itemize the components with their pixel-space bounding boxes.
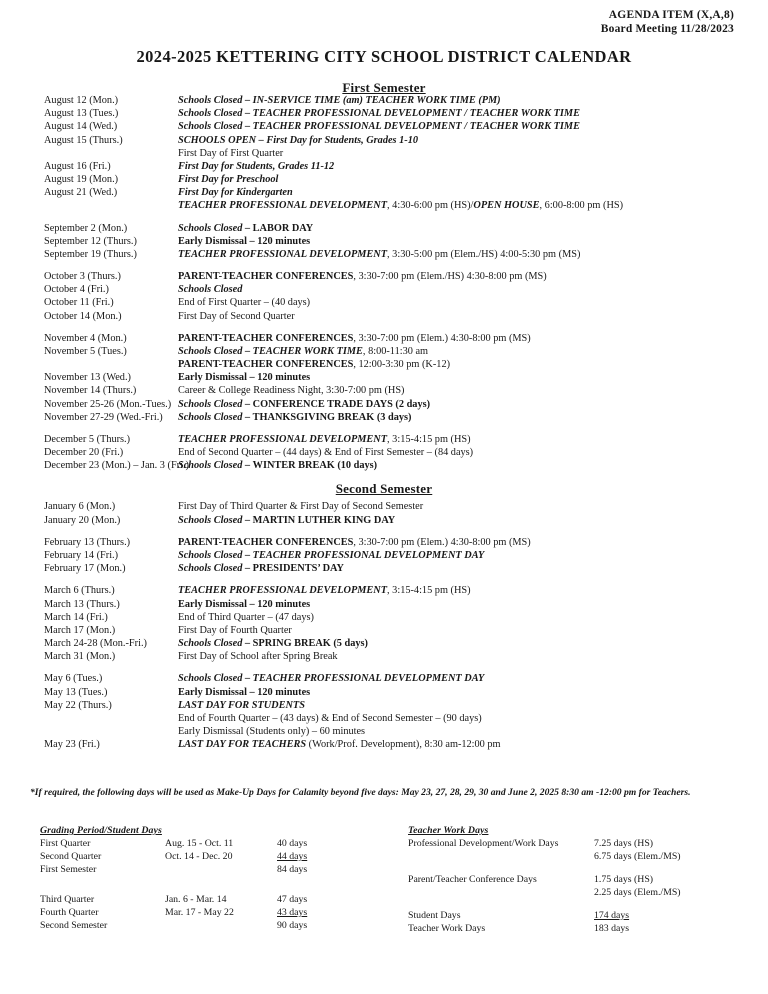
calendar-text-run: Schools Closed –: [178, 222, 253, 234]
teacher-work-days-name: Parent/Teacher Conference Days: [408, 874, 537, 886]
grading-period-range: [165, 863, 277, 876]
calendar-row-description: [178, 500, 768, 513]
calendar-month-group: [0, 536, 768, 576]
calendar-month-group: [0, 672, 768, 751]
grading-period-days: 44 days: [277, 851, 308, 863]
calendar-text-run: Schools Closed –: [178, 563, 253, 575]
calendar-row: [0, 384, 768, 397]
calendar-text-run: First Day for Preschool: [178, 174, 279, 186]
table-row: [408, 850, 768, 863]
calendar-row-date: August 14 (Wed.): [44, 121, 118, 133]
calendar-text-run: SPRING BREAK (5 days): [252, 638, 368, 650]
calendar-text-run: PARENT-TEACHER CONFERENCES: [178, 271, 354, 283]
calendar-row-date: December 20 (Fri.): [44, 447, 124, 459]
calendar-row-description: [178, 686, 768, 699]
table-row: [408, 873, 768, 886]
calendar-row-description: [178, 283, 768, 296]
calendar-row-description: [178, 699, 768, 712]
agenda-header: [601, 8, 734, 36]
summary-tables: [0, 825, 768, 935]
calendar-text-run: PARENT-TEACHER CONFERENCES: [178, 332, 354, 344]
calendar-row-description: [178, 173, 768, 186]
teacher-work-days-value: 6.75 days (Elem./MS): [594, 851, 681, 863]
calendar-row-description: [178, 94, 768, 107]
grading-period-table-heading: Grading Period/Student Days: [40, 825, 162, 836]
calendar-text-run: , 3:15-4:15 pm (HS): [387, 585, 471, 597]
calendar-text-run: Schools Closed – TEACHER PROFESSIONAL DEVELOPMENT / TEACHER WORK TIME: [178, 108, 580, 120]
calendar-text-run: LAST DAY FOR STUDENTS: [178, 699, 305, 711]
grading-period-name: Third Quarter: [40, 894, 95, 906]
agenda-item-label: AGENDA ITEM (X,A,8): [608, 9, 734, 21]
calendar-row-description: [178, 120, 768, 133]
calendar-row-date: August 19 (Mon.): [44, 174, 119, 186]
calendar-row-description: [178, 270, 768, 283]
calendar-row: [0, 160, 768, 173]
calendar-row-description: [178, 186, 768, 199]
calendar-text-run: CONFERENCE TRADE DAYS (2 days): [252, 398, 431, 410]
calendar-row-date: October 11 (Fri.): [44, 297, 114, 309]
calendar-row: [0, 345, 768, 358]
grading-period-range: [165, 919, 277, 932]
calendar-text-run: Schools Closed –: [178, 460, 253, 472]
calendar-text-run: First Day of Third Quarter & First Day of Second Semester: [178, 501, 424, 513]
calendar-row-date: November 25-26 (Mon.-Tues.): [44, 398, 172, 410]
calendar-text-run: TEACHER PROFESSIONAL DEVELOPMENT: [178, 585, 388, 597]
calendar-row-description: [178, 296, 768, 309]
calendar-row-description: [178, 235, 768, 248]
calendar-row-description: [178, 725, 768, 738]
grading-period-range: Aug. 15 - Oct. 11: [165, 838, 234, 849]
calendar-row: [0, 672, 768, 685]
calendar-row-date: October 3 (Thurs.): [44, 271, 121, 283]
calendar-text-run: , 3:30-7:00 pm (Elem.) 4:30-8:00 pm (MS): [353, 536, 531, 548]
calendar-row-description: [178, 160, 768, 173]
calamity-days-footnote: *If required, the following days will be used as Make-Up Days for Calamity beyond five days: May 23, 27, 28, 29, 30 and June 2, 2025 8:30 am -12:00 pm for Teachers.: [30, 787, 691, 798]
grading-period-range: Mar. 17 - May 22: [165, 907, 234, 919]
calendar-row-description: [178, 358, 768, 371]
table-row: [408, 837, 768, 850]
calendar-body: [0, 94, 768, 760]
calendar-row: [0, 222, 768, 235]
calendar-row-description: [178, 459, 768, 472]
teacher-work-days-value: 183 days: [594, 923, 630, 935]
calendar-text-run: Early Dismissal (Students only) – 60 minutes: [178, 726, 366, 738]
calendar-text-run: , 6:00-8:00 pm (HS): [539, 200, 624, 212]
table-spacer: [408, 863, 768, 873]
calendar-row-date: May 23 (Fri.): [44, 739, 100, 751]
calendar-row-date: September 2 (Mon.): [44, 222, 128, 234]
calendar-row-description: [178, 199, 768, 212]
calendar-row-description: [178, 650, 768, 663]
calendar-row: [0, 536, 768, 549]
calendar-text-run: End of Fourth Quarter – (43 days) & End of Second Semester – (90 days): [178, 712, 482, 724]
calendar-month-group: [0, 332, 768, 424]
calendar-row-description: [178, 332, 768, 345]
table-row: [408, 922, 768, 935]
calendar-row: [0, 624, 768, 637]
calendar-row: [0, 433, 768, 446]
calendar-text-run: , 12:00-3:30 pm (K-12): [353, 359, 451, 371]
calendar-row-date: November 13 (Wed.): [44, 372, 131, 384]
calendar-text-run: Schools Closed – TEACHER PROFESSIONAL DEVELOPMENT DAY: [178, 549, 485, 561]
calendar-row-date: November 4 (Mon.): [44, 332, 127, 344]
calendar-row: [0, 712, 768, 725]
calendar-text-run: Schools Closed – TEACHER WORK TIME: [178, 345, 363, 357]
calendar-row: [0, 371, 768, 384]
calendar-text-run: , 3:30-7:00 pm (Elem./HS) 4:30-8:00 pm (MS): [353, 271, 547, 283]
grading-period-days: 47 days: [277, 894, 308, 906]
teacher-work-days-table-heading: Teacher Work Days: [408, 825, 489, 836]
table-row: [408, 909, 768, 922]
page-title: 2024-2025 KETTERING CITY SCHOOL DISTRICT CALENDAR: [136, 47, 632, 66]
calendar-row-date: November 5 (Tues.): [44, 345, 127, 357]
calendar-row-date: May 22 (Thurs.): [44, 699, 112, 711]
calendar-row: [0, 296, 768, 309]
calendar-row-description: [178, 536, 768, 549]
teacher-work-days-value: 7.25 days (HS): [594, 838, 654, 849]
calendar-row: [0, 147, 768, 160]
grading-period-rows: [40, 837, 400, 932]
calendar-text-run: MARTIN LUTHER KING DAY: [252, 514, 396, 526]
calendar-text-run: First Day for Kindergarten: [178, 187, 293, 199]
calendar-text-run: TEACHER PROFESSIONAL DEVELOPMENT: [178, 248, 388, 260]
board-meeting-label: Board Meeting 11/28/2023: [600, 23, 734, 36]
calendar-row: [0, 94, 768, 107]
table-row: [40, 863, 400, 876]
calendar-row-date: November 27-29 (Wed.-Fri.): [44, 411, 163, 423]
calendar-text-run: End of Third Quarter – (47 days): [178, 611, 314, 623]
calendar-row: [0, 725, 768, 738]
calendar-text-run: OPEN HOUSE: [473, 200, 540, 212]
grading-period-days: 90 days: [277, 920, 308, 932]
calendar-text-run: WINTER BREAK (10 days): [252, 460, 378, 472]
calendar-row-date: February 14 (Fri.): [44, 549, 119, 561]
calendar-row-date: March 17 (Mon.): [44, 624, 116, 636]
calendar-text-run: Early Dismissal – 120 minutes: [178, 686, 311, 698]
calendar-row-date: March 24-28 (Mon.-Fri.): [44, 638, 147, 650]
calendar-row-date: October 14 (Mon.): [44, 310, 122, 322]
calendar-row-description: [178, 712, 768, 725]
calendar-month-group: [0, 222, 768, 262]
teacher-work-days-name: Teacher Work Days: [408, 923, 486, 935]
calendar-row: [0, 134, 768, 147]
calendar-text-run: SCHOOLS OPEN – First Day for Students, Grades 1-10: [178, 134, 419, 146]
calendar-row-date: February 13 (Thurs.): [44, 536, 131, 548]
table-spacer: [40, 876, 400, 893]
calendar-text-run: Schools Closed –: [178, 398, 253, 410]
teacher-work-days-value: 1.75 days (HS): [594, 874, 654, 886]
calendar-text-run: , 4:30-6:00 pm (HS)/: [387, 200, 474, 212]
calendar-row: [0, 699, 768, 712]
calendar-row-date: December 23 (Mon.) – Jan. 3 (Fri.): [44, 460, 189, 472]
calendar-row-date: November 14 (Thurs.): [44, 385, 137, 397]
calendar-row-description: [178, 345, 768, 358]
calendar-row-description: [178, 611, 768, 624]
calendar-row-date: August 13 (Tues.): [44, 108, 119, 120]
calendar-row-description: [178, 549, 768, 562]
calendar-row-date: May 13 (Tues.): [44, 686, 108, 698]
teacher-work-days-value: 174 days: [594, 910, 630, 922]
calendar-row-date: March 13 (Thurs.): [44, 598, 120, 610]
calendar-text-run: Schools Closed –: [178, 411, 253, 423]
calendar-row-description: [178, 598, 768, 611]
calendar-row-date: August 12 (Mon.): [44, 95, 119, 106]
grading-period-range: Jan. 6 - Mar. 14: [165, 894, 227, 906]
calendar-text-run: TEACHER PROFESSIONAL DEVELOPMENT: [178, 200, 388, 212]
calendar-row-description: [178, 398, 768, 411]
calendar-text-run: End of Second Quarter – (44 days) & End of First Semester – (84 days): [178, 447, 474, 459]
grading-period-days: 40 days: [277, 838, 308, 849]
calendar-row: [0, 310, 768, 323]
calendar-row: [0, 637, 768, 650]
calendar-row: [0, 514, 768, 527]
calendar-row: [0, 248, 768, 261]
calendar-row-date: September 19 (Thurs.): [44, 248, 137, 260]
calendar-row: [0, 199, 768, 212]
teacher-work-days-name: [408, 850, 594, 863]
first-semester-groups: [0, 94, 768, 472]
calendar-row-date: January 6 (Mon.): [44, 501, 116, 513]
table-row: [40, 837, 400, 850]
calendar-row: [0, 173, 768, 186]
calendar-text-run: PARENT-TEACHER CONFERENCES: [178, 536, 354, 548]
calendar-month-group: [0, 270, 768, 323]
calendar-text-run: LABOR DAY: [252, 222, 314, 234]
calendar-row: [0, 186, 768, 199]
calendar-row-description: [178, 134, 768, 147]
calendar-row: [0, 562, 768, 575]
calendar-text-run: Schools Closed – TEACHER PROFESSIONAL DEVELOPMENT DAY: [178, 673, 485, 685]
second-semester-heading-wrap: [0, 481, 768, 497]
first-semester-heading: First Semester: [342, 80, 426, 95]
calendar-text-run: First Day for Students, Grades 11-12: [178, 160, 335, 172]
calendar-row-description: [178, 222, 768, 235]
calendar-row: [0, 283, 768, 296]
calendar-row-description: [178, 147, 768, 160]
calendar-row-date: August 16 (Fri.): [44, 160, 111, 172]
grading-period-name: Second Quarter: [40, 851, 102, 863]
table-row: [408, 886, 768, 899]
calendar-text-run: First Day of Second Quarter: [178, 310, 295, 322]
calendar-row: [0, 459, 768, 472]
calendar-month-group: [0, 500, 768, 526]
calendar-row-description: [178, 107, 768, 120]
calendar-row: [0, 500, 768, 513]
calendar-text-run: , 3:30-5:00 pm (Elem./HS) 4:00-5:30 pm (MS): [387, 248, 581, 260]
calendar-text-run: Early Dismissal – 120 minutes: [178, 598, 311, 610]
calendar-text-run: End of First Quarter – (40 days): [178, 297, 311, 309]
calendar-row: [0, 270, 768, 283]
calendar-row: [0, 686, 768, 699]
calendar-text-run: PRESIDENTS’ DAY: [252, 563, 344, 575]
calendar-text-run: , 3:15-4:15 pm (HS): [387, 433, 471, 445]
table-row: [40, 850, 400, 863]
calendar-row-description: [178, 624, 768, 637]
calendar-row-description: [178, 584, 768, 597]
calendar-row-date: August 21 (Wed.): [44, 187, 118, 199]
calendar-row: [0, 398, 768, 411]
grading-period-name: First Quarter: [40, 838, 91, 849]
calendar-text-run: IN-SERVICE TIME (am) TEACHER WORK TIME (PM): [252, 95, 501, 106]
calendar-text-run: First Day of School after Spring Break: [178, 651, 338, 663]
calendar-row-description: [178, 514, 768, 527]
calendar-row-description: [178, 384, 768, 397]
calendar-row-description: [178, 446, 768, 459]
calendar-text-run: LAST DAY FOR TEACHERS: [178, 739, 307, 751]
calendar-text-run: Career & College Readiness Night, 3:30-7:00 pm (HS): [178, 385, 405, 397]
grading-period-range: Oct. 14 - Dec. 20: [165, 851, 233, 863]
calendar-row-description: [178, 738, 768, 751]
table-spacer: [408, 899, 768, 909]
calendar-row-description: [178, 562, 768, 575]
calendar-row: [0, 235, 768, 248]
calendar-text-run: Early Dismissal – 120 minutes: [178, 372, 311, 384]
teacher-work-days-value: 2.25 days (Elem./MS): [594, 887, 681, 899]
calendar-text-run: Schools Closed: [178, 284, 243, 296]
calendar-text-run: Schools Closed –: [178, 638, 253, 650]
calendar-text-run: Schools Closed – TEACHER PROFESSIONAL DEVELOPMENT / TEACHER WORK TIME: [178, 121, 580, 133]
calendar-row: [0, 120, 768, 133]
calendar-row: [0, 650, 768, 663]
table-row: [40, 919, 400, 932]
calendar-row: [0, 411, 768, 424]
teacher-work-days-table: [400, 825, 768, 935]
calendar-row: [0, 358, 768, 371]
teacher-work-days-rows: [408, 837, 768, 935]
calendar-row-description: [178, 411, 768, 424]
calendar-row-date: September 12 (Thurs.): [44, 235, 137, 247]
calendar-row: [0, 738, 768, 751]
second-semester-heading: Second Semester: [335, 481, 433, 497]
calendar-month-group: [0, 94, 768, 213]
calendar-row-description: [178, 672, 768, 685]
calendar-text-run: , 3:30-7:00 pm (Elem.) 4:30-8:00 pm (MS): [353, 332, 531, 344]
grading-period-days: 43 days: [277, 907, 308, 919]
calendar-row: [0, 107, 768, 120]
calendar-row-description: [178, 637, 768, 650]
grading-period-days: 84 days: [277, 864, 308, 876]
calendar-text-run: , 8:00-11:30 am: [362, 345, 429, 357]
grading-period-name: First Semester: [40, 864, 97, 876]
calendar-row-date: January 20 (Mon.): [44, 514, 121, 526]
second-semester-groups: [0, 500, 768, 751]
calendar-row-date: October 4 (Fri.): [44, 284, 109, 296]
calendar-text-run: Schools Closed –: [178, 95, 253, 106]
calendar-row-description: [178, 248, 768, 261]
calendar-text-run: THANKSGIVING BREAK (3 days): [252, 411, 412, 423]
grading-period-name: Fourth Quarter: [40, 907, 99, 919]
teacher-work-days-name: [408, 886, 594, 899]
calendar-row-description: [178, 371, 768, 384]
calendar-row-date: March 6 (Thurs.): [44, 585, 115, 597]
calendar-row-date: December 5 (Thurs.): [44, 433, 131, 445]
calendar-text-run: First Day of First Quarter: [178, 147, 284, 159]
calendar-row-date: March 31 (Mon.): [44, 651, 116, 663]
grading-period-name: Second Semester: [40, 920, 108, 932]
grading-period-table: [0, 825, 400, 935]
calendar-text-run: First Day of Fourth Quarter: [178, 624, 292, 636]
calendar-row-description: [178, 433, 768, 446]
calendar-month-group: [0, 584, 768, 663]
calendar-row: [0, 549, 768, 562]
table-row: [40, 906, 400, 919]
calendar-row-date: August 15 (Thurs.): [44, 134, 123, 146]
calendar-row: [0, 598, 768, 611]
calendar-row: [0, 611, 768, 624]
calendar-row-date: May 6 (Tues.): [44, 673, 103, 685]
calendar-text-run: TEACHER PROFESSIONAL DEVELOPMENT: [178, 433, 388, 445]
calendar-text-run: Early Dismissal – 120 minutes: [178, 235, 311, 247]
table-row: [40, 893, 400, 906]
teacher-work-days-name: Student Days: [408, 910, 461, 922]
calendar-row-description: [178, 310, 768, 323]
calendar-row-date: February 17 (Mon.): [44, 563, 126, 575]
calendar-row: [0, 332, 768, 345]
calendar-row: [0, 584, 768, 597]
calendar-text-run: (Work/Prof. Development), 8:30 am-12:00 pm: [306, 739, 501, 751]
calendar-text-run: PARENT-TEACHER CONFERENCES: [178, 359, 354, 371]
teacher-work-days-name: Professional Development/Work Days: [408, 838, 559, 849]
calendar-month-group: [0, 433, 768, 473]
calendar-row: [0, 446, 768, 459]
calendar-text-run: Schools Closed –: [178, 514, 253, 526]
calendar-row-date: March 14 (Fri.): [44, 611, 108, 623]
